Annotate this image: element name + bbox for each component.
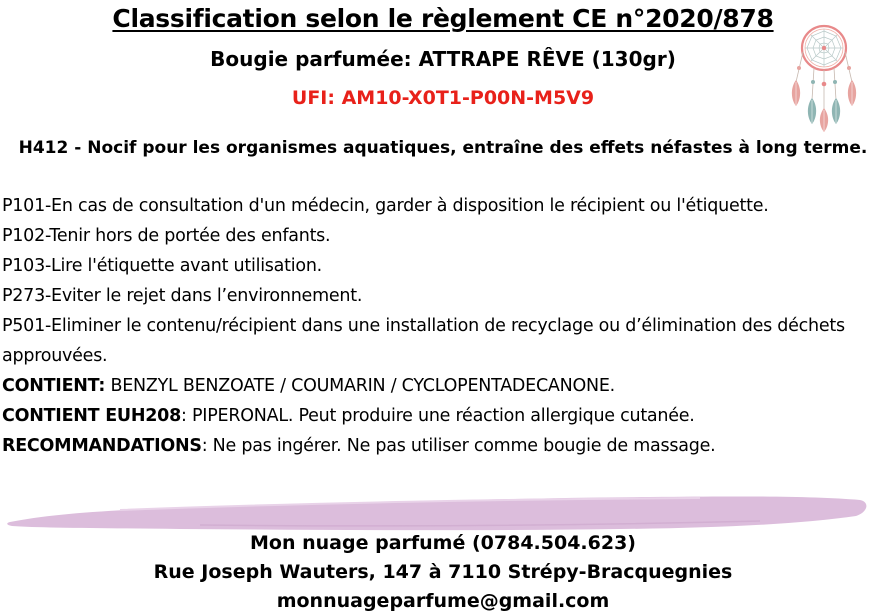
dreamcatcher-icon xyxy=(782,22,866,134)
statement-p101: P101-En cas de consultation d'un médecin, garder à disposition le récipient ou l'étiquette. xyxy=(2,196,769,216)
recommendations-value: : Ne pas ingérer. Ne pas utiliser comme bougie de massage. xyxy=(201,436,716,456)
contains-label: CONTIENT: xyxy=(2,376,106,396)
statement-p273: P273-Eviter le rejet dans l’environnement. xyxy=(2,286,363,306)
company-name: Mon nuage parfumé (0784.504.623) xyxy=(250,532,636,554)
hazard-statement-h412: H412 - Nocif pour les organismes aquatiques, entraîne des effets néfastes à long terme. xyxy=(18,138,868,158)
company-address: Rue Joseph Wauters, 147 à 7110 Strépy-Bracquegnies xyxy=(153,561,733,583)
precautionary-statements xyxy=(2,191,882,461)
statement-p501: P501-Eliminer le contenu/récipient dans une installation de recyclage ou d’élimination des déchets approuvées. xyxy=(2,316,845,366)
company-email: monnuageparfume@gmail.com xyxy=(276,590,610,612)
euh208-line xyxy=(2,401,882,431)
statement-p103: P103-Lire l'étiquette avant utilisation. xyxy=(2,256,322,276)
product-name: Bougie parfumée: ATTRAPE RÊVE (130gr) xyxy=(210,47,676,71)
contains-line xyxy=(2,371,882,401)
contains-value: BENZYL BENZOATE / COUMARIN / CYCLOPENTADECANONE. xyxy=(105,376,615,396)
recommendations-label: RECOMMANDATIONS xyxy=(2,436,202,456)
ufi-code: UFI: AM10-X0T1-P00N-M5V9 xyxy=(291,87,595,109)
statement-p102: P102-Tenir hors de portée des enfants. xyxy=(2,226,331,246)
euh208-label: CONTIENT EUH208 xyxy=(2,406,182,426)
footer-contact xyxy=(0,529,886,616)
recommendations-line xyxy=(2,431,882,461)
euh208-value: : PIPERONAL. Peut produire une réaction allergique cutanée. xyxy=(181,406,695,426)
page-title: Classification selon le règlement CE n°2020/878 xyxy=(112,4,774,33)
